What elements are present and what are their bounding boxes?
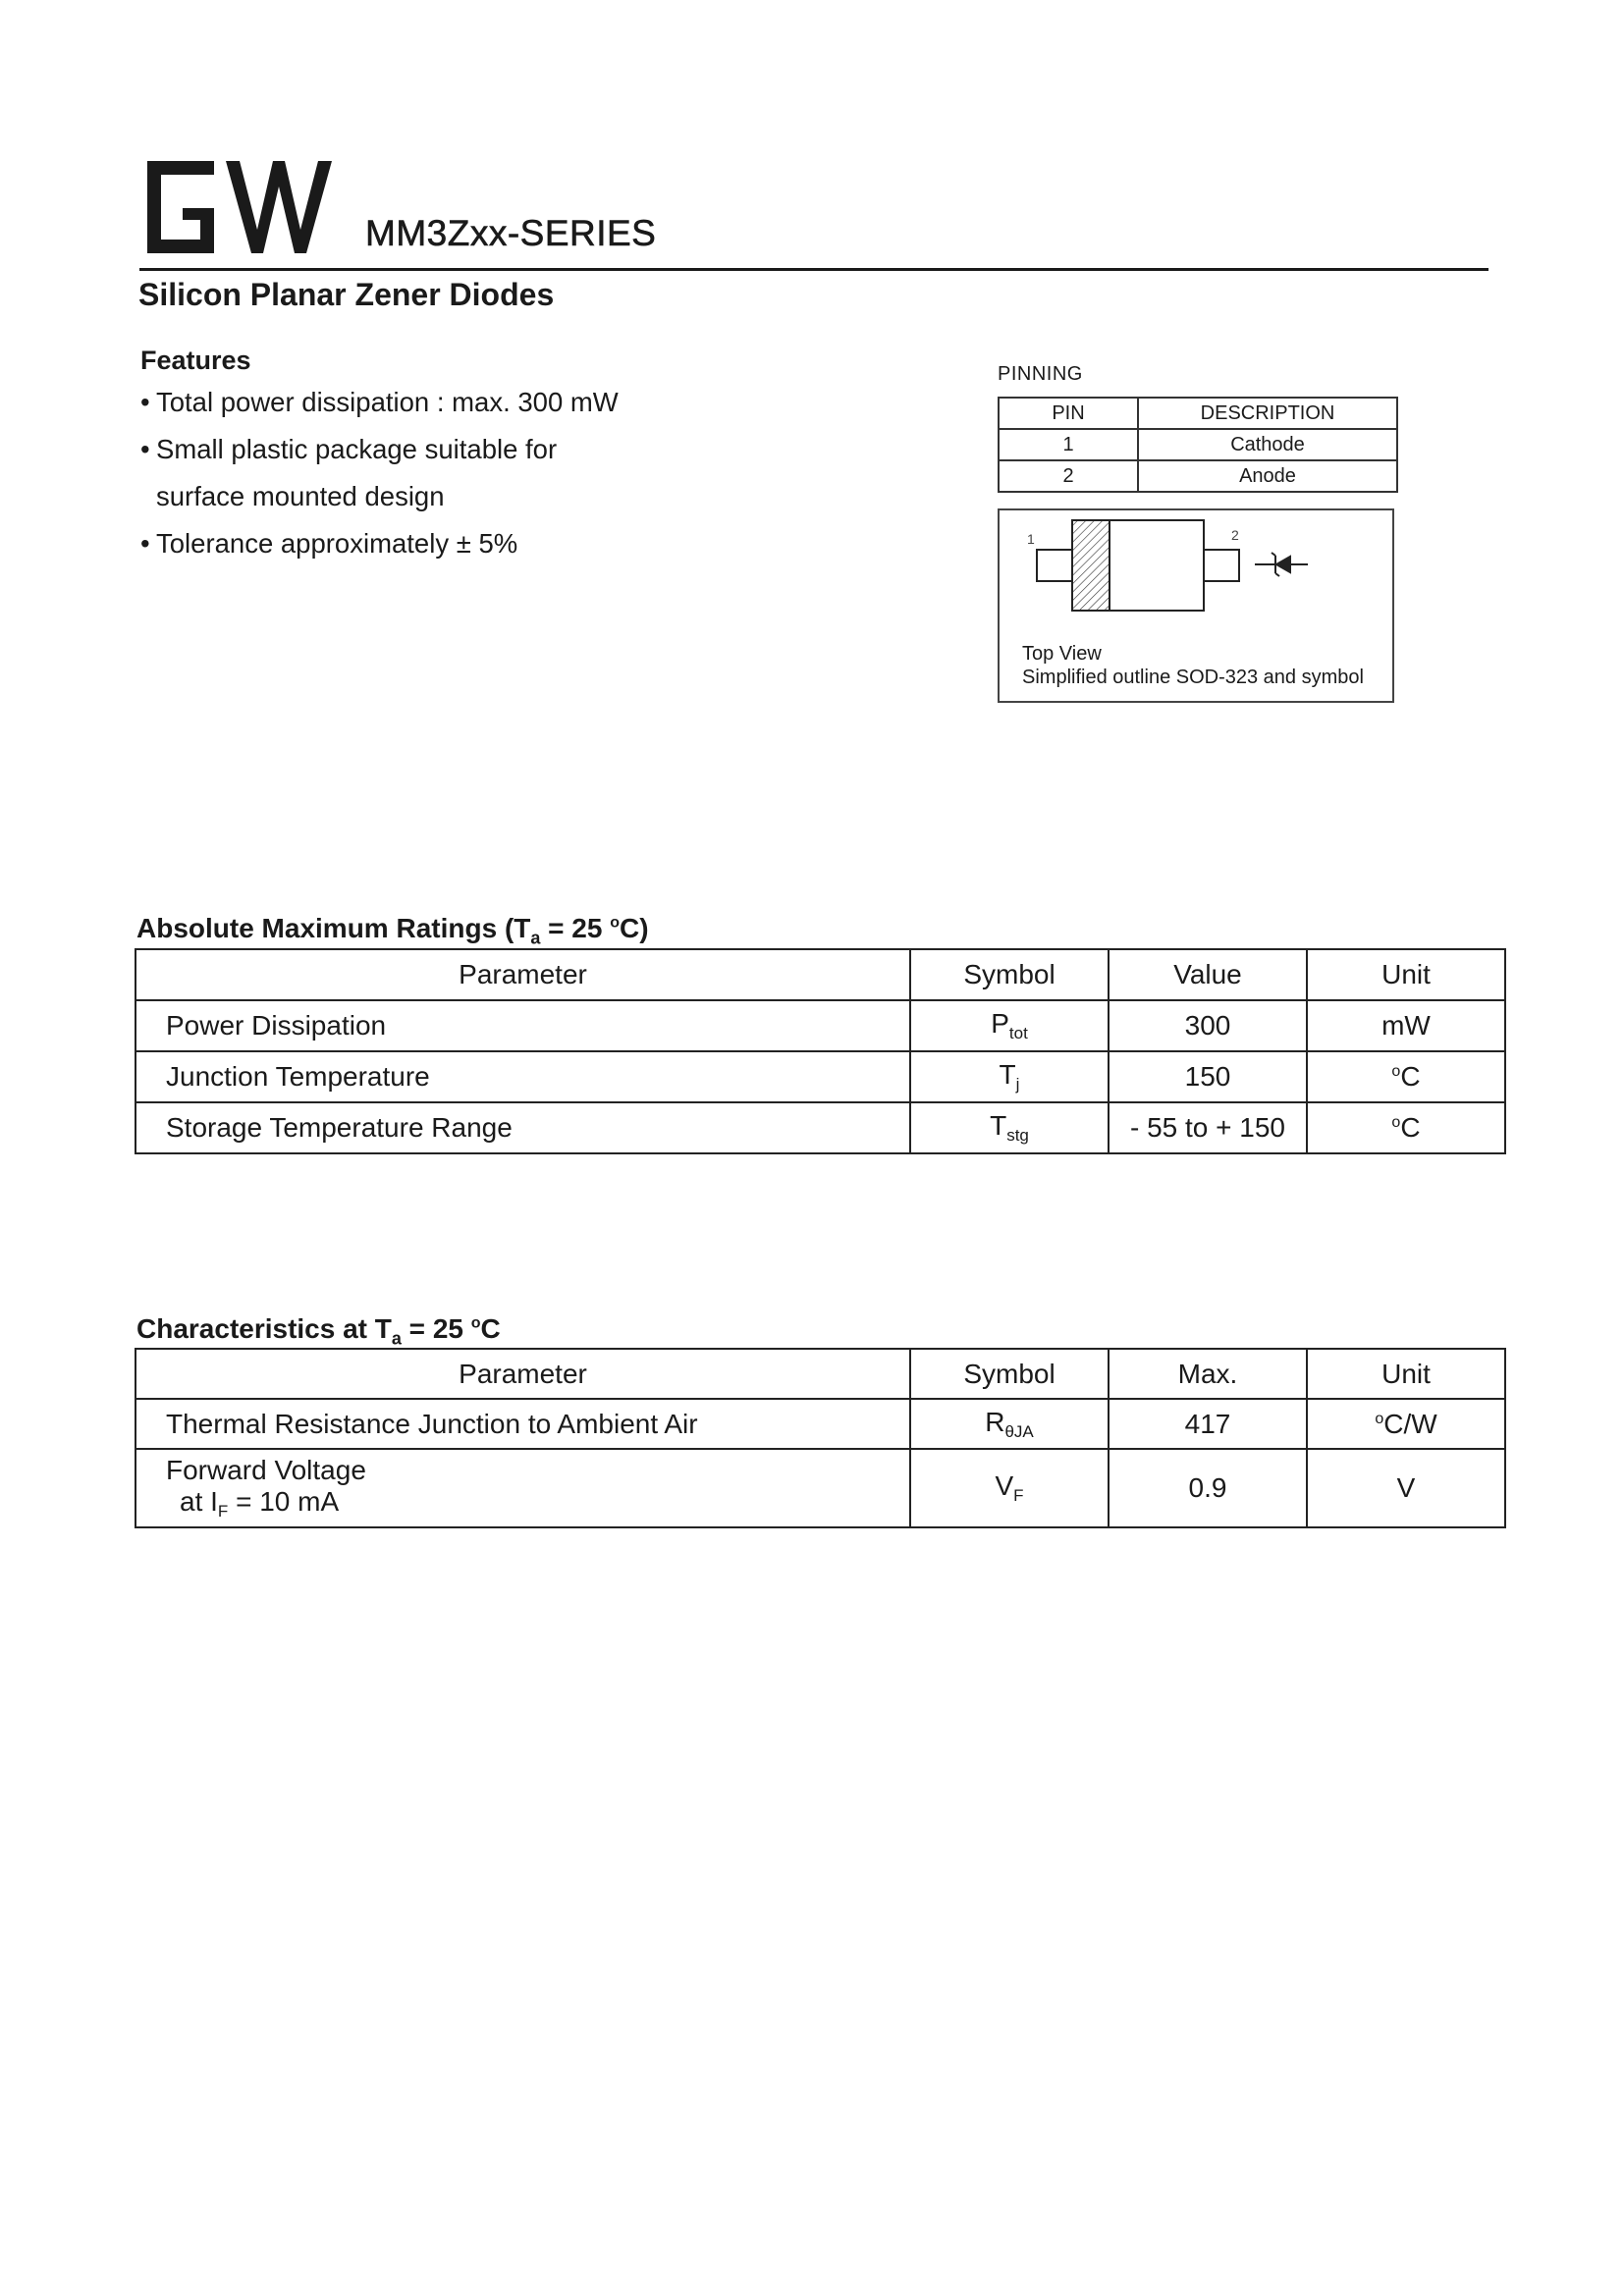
feature-item: • Small plastic package suitable for [140,426,619,473]
pinning-label: PINNING [998,363,1083,385]
symbol-cell: $T_{stg}$ [910,1102,1109,1153]
pin-description: Anode [1138,460,1397,492]
value-cell: - 55 to + 150 [1109,1102,1307,1153]
feature-item-continuation: surface mounted design [156,481,445,511]
anode-lead [1204,550,1239,581]
unit-cell: mW [1307,1000,1505,1051]
pinning-header-row [999,398,1397,429]
sod323-outline-diagram [998,508,1394,646]
pin-description: Cathode [1138,429,1397,460]
column-header: Symbol [910,1349,1109,1399]
symbol-cell: $T_j$ [910,1051,1109,1102]
table-row [135,1399,1505,1449]
table-header-row [135,1349,1505,1399]
value-cell: 417 [1109,1399,1307,1449]
pin2-label: 2 [1231,527,1239,543]
header-divider [139,268,1489,271]
parameter-cell: Junction Temperature [135,1051,910,1102]
characteristics-table [135,1348,1506,1528]
pin1-label: 1 [1027,531,1035,547]
pin-header: PIN [999,398,1138,429]
column-header: Parameter [135,1349,910,1399]
feature-item: • Tolerance approximately ± 5% [140,520,619,567]
symbol-cell: $R_{\theta JA}$ [910,1399,1109,1449]
unit-cell: $^o$C [1307,1051,1505,1102]
bullet: • [140,387,150,417]
table-row [135,1102,1505,1153]
bullet: • [140,528,150,559]
column-header: Unit [1307,949,1505,1000]
series-title: MM3Zxx-SERIES [365,213,657,253]
outline-caption-view: Top View [1022,643,1102,665]
pin-number: 1 [999,429,1138,460]
parameter-cell: Storage Temperature Range [135,1102,910,1153]
symbol-cell: $P_{tot}$ [910,1000,1109,1051]
characteristics-title: Characteristics at $T_a = 25$ $^o$C [136,1313,501,1349]
unit-cell: $^o$C/W [1307,1399,1505,1449]
cathode-band [1072,520,1110,611]
parameter-cell: Forward Voltage at $I_F = 10$ mA [135,1449,910,1527]
table-row [135,1449,1505,1527]
value-cell: 300 [1109,1000,1307,1051]
product-title: Silicon Planar Zener Diodes [138,277,555,312]
value-cell: 150 [1109,1051,1307,1102]
column-header: Symbol [910,949,1109,1000]
absolute-max-table [135,948,1506,1154]
outline-caption-description: Simplified outline SOD-323 and symbol [1022,667,1364,688]
unit-cell: V [1307,1449,1505,1527]
value-cell: 0.9 [1109,1449,1307,1527]
bullet: • [140,434,150,464]
column-header: Parameter [135,949,910,1000]
symbol-cell: $V_F$ [910,1449,1109,1527]
table-header-row [135,949,1505,1000]
feature-item: • Total power dissipation : max. 300 mW [140,379,619,426]
pinning-row [999,429,1397,460]
table-row [135,1000,1505,1051]
parameter-cell: Thermal Resistance Junction to Ambient Air [135,1399,910,1449]
pinning-table [998,397,1398,493]
pinning-row [999,460,1397,492]
table-row [135,1051,1505,1102]
column-header: Value [1109,949,1307,1000]
column-header: Unit [1307,1349,1505,1399]
features-list [140,379,619,567]
features-heading: Features [140,346,251,375]
zener-diode-symbol [1255,553,1308,576]
unit-cell: $^o$C [1307,1102,1505,1153]
parameter-cell: Power Dissipation [135,1000,910,1051]
gw-logo [141,157,357,257]
absolute-max-title: Absolute Maximum Ratings ($T_a = 25$ $^o$C) [136,913,649,948]
description-header: DESCRIPTION [1138,398,1397,429]
cathode-lead [1037,550,1072,581]
pin-number: 2 [999,460,1138,492]
column-header: Max. [1109,1349,1307,1399]
